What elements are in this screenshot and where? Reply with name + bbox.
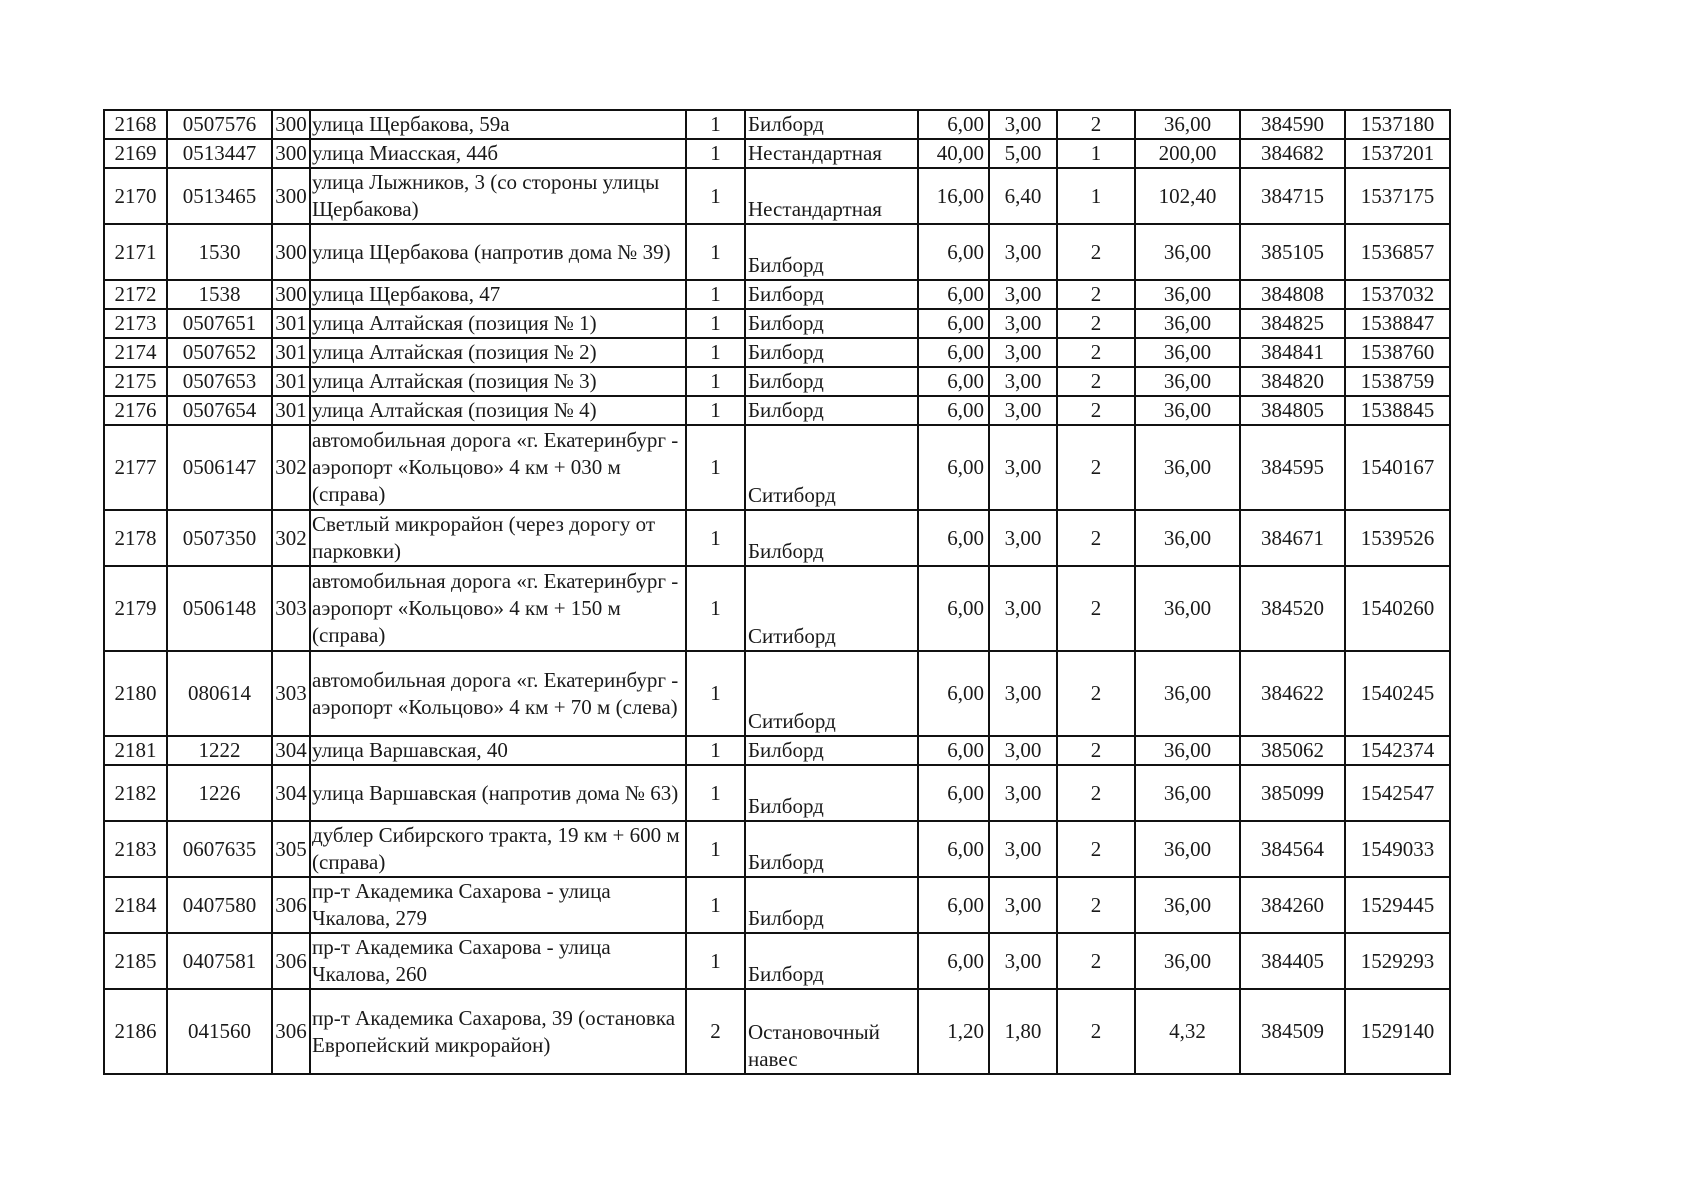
count-cell: 1	[686, 396, 745, 425]
zone-cell: 303	[272, 566, 310, 651]
coord-y-cell: 1537180	[1345, 110, 1450, 139]
address-cell: улица Щербакова, 47	[310, 280, 686, 309]
table-row	[104, 367, 1450, 396]
height-cell: 3,00	[989, 877, 1057, 933]
table-row	[104, 566, 1450, 651]
zone-cell: 301	[272, 338, 310, 367]
coord-y-cell: 1538760	[1345, 338, 1450, 367]
width-cell: 6,00	[918, 877, 989, 933]
height-cell: 3,00	[989, 338, 1057, 367]
type-cell: Билборд	[745, 510, 918, 566]
address-cell: автомобильная дорога «г. Екатеринбург - аэропорт «Кольцово» 4 км + 70 м (слева)	[310, 651, 686, 736]
count-cell: 1	[686, 280, 745, 309]
table-row	[104, 110, 1450, 139]
coord-y-cell: 1540245	[1345, 651, 1450, 736]
code-cell: 0507654	[167, 396, 272, 425]
count-cell: 1	[686, 566, 745, 651]
height-cell: 3,00	[989, 651, 1057, 736]
width-cell: 6,00	[918, 338, 989, 367]
sides-cell: 2	[1057, 736, 1135, 765]
type-cell: Билборд	[745, 280, 918, 309]
width-cell: 6,00	[918, 280, 989, 309]
table-row	[104, 765, 1450, 821]
count-cell: 1	[686, 651, 745, 736]
address-cell: улица Алтайская (позиция № 3)	[310, 367, 686, 396]
address-cell: улица Варшавская (напротив дома № 63)	[310, 765, 686, 821]
height-cell: 3,00	[989, 510, 1057, 566]
area-cell: 36,00	[1135, 309, 1240, 338]
row-number-cell: 2168	[104, 110, 167, 139]
sides-cell: 2	[1057, 367, 1135, 396]
coord-x-cell: 384405	[1240, 933, 1345, 989]
coord-x-cell: 384825	[1240, 309, 1345, 338]
coord-x-cell: 384509	[1240, 989, 1345, 1074]
code-cell: 0607635	[167, 821, 272, 877]
area-cell: 36,00	[1135, 877, 1240, 933]
table-row	[104, 425, 1450, 510]
height-cell: 3,00	[989, 396, 1057, 425]
coord-y-cell: 1537175	[1345, 168, 1450, 224]
width-cell: 6,00	[918, 651, 989, 736]
address-cell: улица Щербакова (напротив дома № 39)	[310, 224, 686, 280]
width-cell: 6,00	[918, 110, 989, 139]
code-cell: 0407581	[167, 933, 272, 989]
count-cell: 1	[686, 821, 745, 877]
area-cell: 36,00	[1135, 651, 1240, 736]
table-row	[104, 139, 1450, 168]
type-cell: Билборд	[745, 309, 918, 338]
count-cell: 1	[686, 338, 745, 367]
type-cell: Ситиборд	[745, 566, 918, 651]
coord-x-cell: 384671	[1240, 510, 1345, 566]
sides-cell: 2	[1057, 110, 1135, 139]
count-cell: 1	[686, 933, 745, 989]
sides-cell: 2	[1057, 280, 1135, 309]
sides-cell: 1	[1057, 139, 1135, 168]
address-cell: улица Алтайская (позиция № 4)	[310, 396, 686, 425]
coord-x-cell: 384715	[1240, 168, 1345, 224]
area-cell: 102,40	[1135, 168, 1240, 224]
zone-cell: 300	[272, 280, 310, 309]
height-cell: 3,00	[989, 933, 1057, 989]
zone-cell: 302	[272, 425, 310, 510]
code-cell: 041560	[167, 989, 272, 1074]
address-cell: автомобильная дорога «г. Екатеринбург - аэропорт «Кольцово» 4 км + 150 м (справа)	[310, 566, 686, 651]
coord-x-cell: 384622	[1240, 651, 1345, 736]
zone-cell: 306	[272, 877, 310, 933]
coord-y-cell: 1540260	[1345, 566, 1450, 651]
table-row	[104, 933, 1450, 989]
width-cell: 6,00	[918, 425, 989, 510]
sides-cell: 2	[1057, 989, 1135, 1074]
coord-y-cell: 1542547	[1345, 765, 1450, 821]
area-cell: 36,00	[1135, 367, 1240, 396]
code-cell: 0506148	[167, 566, 272, 651]
row-number-cell: 2171	[104, 224, 167, 280]
coord-y-cell: 1549033	[1345, 821, 1450, 877]
zone-cell: 304	[272, 765, 310, 821]
row-number-cell: 2177	[104, 425, 167, 510]
type-cell: Остановочный навес	[745, 989, 918, 1074]
address-cell: автомобильная дорога «г. Екатеринбург - аэропорт «Кольцово» 4 км + 030 м (справа)	[310, 425, 686, 510]
coord-x-cell: 384805	[1240, 396, 1345, 425]
zone-cell: 301	[272, 396, 310, 425]
table-row	[104, 309, 1450, 338]
zone-cell: 301	[272, 309, 310, 338]
coord-y-cell: 1529140	[1345, 989, 1450, 1074]
height-cell: 3,00	[989, 821, 1057, 877]
height-cell: 3,00	[989, 566, 1057, 651]
coord-x-cell: 384590	[1240, 110, 1345, 139]
height-cell: 3,00	[989, 736, 1057, 765]
area-cell: 36,00	[1135, 566, 1240, 651]
coord-y-cell: 1536857	[1345, 224, 1450, 280]
area-cell: 36,00	[1135, 736, 1240, 765]
code-cell: 0506147	[167, 425, 272, 510]
code-cell: 0507652	[167, 338, 272, 367]
code-cell: 0407580	[167, 877, 272, 933]
row-number-cell: 2186	[104, 989, 167, 1074]
code-cell: 1222	[167, 736, 272, 765]
zone-cell: 300	[272, 224, 310, 280]
type-cell: Билборд	[745, 736, 918, 765]
table-row	[104, 338, 1450, 367]
count-cell: 1	[686, 110, 745, 139]
row-number-cell: 2179	[104, 566, 167, 651]
type-cell: Билборд	[745, 396, 918, 425]
row-number-cell: 2182	[104, 765, 167, 821]
width-cell: 6,00	[918, 821, 989, 877]
width-cell: 6,00	[918, 396, 989, 425]
coord-y-cell: 1538847	[1345, 309, 1450, 338]
zone-cell: 302	[272, 510, 310, 566]
sides-cell: 2	[1057, 425, 1135, 510]
code-cell: 1530	[167, 224, 272, 280]
sides-cell: 2	[1057, 338, 1135, 367]
row-number-cell: 2172	[104, 280, 167, 309]
height-cell: 3,00	[989, 110, 1057, 139]
width-cell: 6,00	[918, 367, 989, 396]
type-cell: Ситиборд	[745, 651, 918, 736]
height-cell: 3,00	[989, 224, 1057, 280]
area-cell: 36,00	[1135, 425, 1240, 510]
width-cell: 6,00	[918, 736, 989, 765]
sides-cell: 2	[1057, 309, 1135, 338]
coord-x-cell: 385105	[1240, 224, 1345, 280]
table-row	[104, 821, 1450, 877]
zone-cell: 300	[272, 110, 310, 139]
type-cell: Билборд	[745, 110, 918, 139]
coord-x-cell: 384260	[1240, 877, 1345, 933]
coord-x-cell: 384564	[1240, 821, 1345, 877]
type-cell: Билборд	[745, 338, 918, 367]
row-number-cell: 2170	[104, 168, 167, 224]
zone-cell: 301	[272, 367, 310, 396]
area-cell: 36,00	[1135, 338, 1240, 367]
coord-x-cell: 384808	[1240, 280, 1345, 309]
coord-y-cell: 1537032	[1345, 280, 1450, 309]
coord-x-cell: 385062	[1240, 736, 1345, 765]
type-cell: Билборд	[745, 224, 918, 280]
coord-y-cell: 1540167	[1345, 425, 1450, 510]
row-number-cell: 2169	[104, 139, 167, 168]
area-cell: 36,00	[1135, 765, 1240, 821]
type-cell: Билборд	[745, 877, 918, 933]
code-cell: 080614	[167, 651, 272, 736]
table-row	[104, 736, 1450, 765]
coord-y-cell: 1538845	[1345, 396, 1450, 425]
sides-cell: 2	[1057, 933, 1135, 989]
width-cell: 6,00	[918, 224, 989, 280]
sides-cell: 2	[1057, 224, 1135, 280]
count-cell: 1	[686, 309, 745, 338]
coord-y-cell: 1542374	[1345, 736, 1450, 765]
sides-cell: 1	[1057, 168, 1135, 224]
width-cell: 6,00	[918, 309, 989, 338]
code-cell: 0507653	[167, 367, 272, 396]
area-cell: 36,00	[1135, 396, 1240, 425]
count-cell: 1	[686, 425, 745, 510]
coord-y-cell: 1539526	[1345, 510, 1450, 566]
sides-cell: 2	[1057, 396, 1135, 425]
code-cell: 0507350	[167, 510, 272, 566]
table-row	[104, 989, 1450, 1074]
sides-cell: 2	[1057, 566, 1135, 651]
row-number-cell: 2180	[104, 651, 167, 736]
area-cell: 36,00	[1135, 280, 1240, 309]
address-cell: улица Лыжников, 3 (со стороны улицы Щербакова)	[310, 168, 686, 224]
height-cell: 3,00	[989, 765, 1057, 821]
type-cell: Нестандартная	[745, 139, 918, 168]
coord-y-cell: 1529445	[1345, 877, 1450, 933]
row-number-cell: 2176	[104, 396, 167, 425]
zone-cell: 305	[272, 821, 310, 877]
address-cell: пр-т Академика Сахарова, 39 (остановка Европейский микрорайон)	[310, 989, 686, 1074]
count-cell: 1	[686, 765, 745, 821]
row-number-cell: 2175	[104, 367, 167, 396]
count-cell: 1	[686, 510, 745, 566]
code-cell: 1538	[167, 280, 272, 309]
sides-cell: 2	[1057, 877, 1135, 933]
width-cell: 40,00	[918, 139, 989, 168]
coord-x-cell: 384520	[1240, 566, 1345, 651]
coord-y-cell: 1529293	[1345, 933, 1450, 989]
row-number-cell: 2184	[104, 877, 167, 933]
address-cell: улица Варшавская, 40	[310, 736, 686, 765]
table-row	[104, 651, 1450, 736]
count-cell: 1	[686, 224, 745, 280]
height-cell: 3,00	[989, 367, 1057, 396]
table-row	[104, 877, 1450, 933]
code-cell: 0513447	[167, 139, 272, 168]
count-cell: 1	[686, 168, 745, 224]
table-row	[104, 224, 1450, 280]
row-number-cell: 2183	[104, 821, 167, 877]
sides-cell: 2	[1057, 510, 1135, 566]
code-cell: 0507651	[167, 309, 272, 338]
height-cell: 5,00	[989, 139, 1057, 168]
coord-x-cell: 384595	[1240, 425, 1345, 510]
table-row	[104, 168, 1450, 224]
zone-cell: 304	[272, 736, 310, 765]
coord-y-cell: 1537201	[1345, 139, 1450, 168]
address-cell: улица Щербакова, 59а	[310, 110, 686, 139]
height-cell: 3,00	[989, 280, 1057, 309]
type-cell: Билборд	[745, 821, 918, 877]
table-body	[104, 110, 1450, 1074]
zone-cell: 300	[272, 139, 310, 168]
coord-x-cell: 385099	[1240, 765, 1345, 821]
zone-cell: 303	[272, 651, 310, 736]
area-cell: 36,00	[1135, 224, 1240, 280]
code-cell: 0513465	[167, 168, 272, 224]
width-cell: 6,00	[918, 510, 989, 566]
address-cell: пр-т Академика Сахарова - улица Чкалова, 260	[310, 933, 686, 989]
height-cell: 6,40	[989, 168, 1057, 224]
table-row	[104, 396, 1450, 425]
count-cell: 1	[686, 139, 745, 168]
code-cell: 0507576	[167, 110, 272, 139]
count-cell: 1	[686, 736, 745, 765]
width-cell: 16,00	[918, 168, 989, 224]
area-cell: 4,32	[1135, 989, 1240, 1074]
type-cell: Нестандартная	[745, 168, 918, 224]
count-cell: 1	[686, 877, 745, 933]
sides-cell: 2	[1057, 821, 1135, 877]
coord-x-cell: 384820	[1240, 367, 1345, 396]
height-cell: 3,00	[989, 425, 1057, 510]
area-cell: 200,00	[1135, 139, 1240, 168]
type-cell: Билборд	[745, 765, 918, 821]
type-cell: Ситиборд	[745, 425, 918, 510]
zone-cell: 306	[272, 989, 310, 1074]
sides-cell: 2	[1057, 651, 1135, 736]
row-number-cell: 2174	[104, 338, 167, 367]
width-cell: 6,00	[918, 566, 989, 651]
row-number-cell: 2178	[104, 510, 167, 566]
coord-y-cell: 1538759	[1345, 367, 1450, 396]
coord-x-cell: 384682	[1240, 139, 1345, 168]
address-cell: Светлый микрорайон (через дорогу от парковки)	[310, 510, 686, 566]
count-cell: 2	[686, 989, 745, 1074]
type-cell: Билборд	[745, 367, 918, 396]
count-cell: 1	[686, 367, 745, 396]
address-cell: улица Алтайская (позиция № 2)	[310, 338, 686, 367]
address-cell: улица Алтайская (позиция № 1)	[310, 309, 686, 338]
height-cell: 3,00	[989, 309, 1057, 338]
coord-x-cell: 384841	[1240, 338, 1345, 367]
type-cell: Билборд	[745, 933, 918, 989]
zone-cell: 306	[272, 933, 310, 989]
row-number-cell: 2185	[104, 933, 167, 989]
width-cell: 6,00	[918, 765, 989, 821]
area-cell: 36,00	[1135, 821, 1240, 877]
advertising-structures-table	[103, 109, 1451, 1075]
address-cell: пр-т Академика Сахарова - улица Чкалова, 279	[310, 877, 686, 933]
table-row	[104, 510, 1450, 566]
width-cell: 6,00	[918, 933, 989, 989]
area-cell: 36,00	[1135, 510, 1240, 566]
address-cell: улица Миасская, 44б	[310, 139, 686, 168]
area-cell: 36,00	[1135, 933, 1240, 989]
row-number-cell: 2181	[104, 736, 167, 765]
code-cell: 1226	[167, 765, 272, 821]
table-row	[104, 280, 1450, 309]
height-cell: 1,80	[989, 989, 1057, 1074]
row-number-cell: 2173	[104, 309, 167, 338]
address-cell: дублер Сибирского тракта, 19 км + 600 м (справа)	[310, 821, 686, 877]
width-cell: 1,20	[918, 989, 989, 1074]
zone-cell: 300	[272, 168, 310, 224]
area-cell: 36,00	[1135, 110, 1240, 139]
sides-cell: 2	[1057, 765, 1135, 821]
